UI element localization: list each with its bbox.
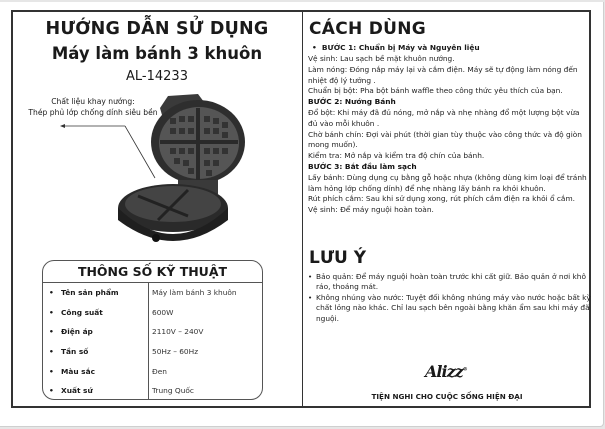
waffle-maker-image: [118, 90, 248, 250]
note-text: Không nhúng vào nước: Tuyệt đối không nhúng máy vào nước hoặc bất kỳ chất lỏng nào khác. Chỉ lau sạch bên ngoài bằng khăn ẩm sau khi máy đã nguội.: [316, 292, 591, 323]
note-text: Bảo quản: Để máy nguội hoàn toàn trước khi cất giữ. Bảo quản ở nơi khô ráo, thoáng mát.: [316, 272, 586, 292]
brand-logo: Alizz®: [425, 362, 467, 381]
spec-row-product-name: [43, 283, 262, 303]
model-number: AL-14233: [126, 69, 188, 84]
spec-value: 50Hz – 60Hz: [152, 347, 199, 357]
bullet-icon: •: [49, 307, 54, 317]
spec-row-color: [43, 361, 262, 381]
step1-line: Vệ sinh: Lau sạch bề mặt khuôn nướng.: [308, 54, 455, 63]
bullet-icon: •: [49, 386, 54, 396]
notes-list: [304, 272, 592, 324]
spec-key: Màu sắc: [61, 366, 95, 376]
bullet-icon: •: [49, 347, 54, 357]
step2-line: Đổ bột: Khi máy đã đủ nóng, mở nắp và nhẹ nhàng đổ một lượng bột vừa đủ vào mỗi khuôn .: [308, 107, 580, 128]
step3-line: Rút phích cắm: Sau khi sử dụng xong, rút phích cắm điện ra khỏi ổ cắm.: [308, 194, 576, 204]
notes-heading: LƯU Ý: [309, 248, 367, 268]
column-divider: [302, 10, 303, 408]
spec-value: Máy làm bánh 3 khuôn: [152, 288, 237, 298]
spec-value: 600W: [152, 307, 174, 317]
step2-line: Chờ bánh chín: Đợi vài phút (thời gian tùy thuộc vào công thức và độ giòn mong muốn).: [308, 129, 582, 150]
spec-value: Trung Quốc: [152, 386, 194, 396]
spec-value: 2110V – 240V: [152, 327, 204, 337]
brand-slogan: TIỆN NGHI CHO CUỘC SỐNG HIỆN ĐẠI: [371, 392, 523, 401]
bullet-icon: •: [307, 272, 313, 281]
spec-row-voltage: [43, 322, 262, 342]
spec-row-origin: [43, 381, 262, 400]
specs-title: THÔNG SỐ KỸ THUẬT: [43, 261, 262, 283]
usage-body: [308, 54, 590, 216]
spec-key: Tần số: [61, 347, 89, 357]
spec-row-power: [43, 303, 262, 323]
step1-line: Chuẩn bị bột: Pha bột bánh waffle theo công thức yêu thích của bạn.: [308, 86, 563, 96]
step2-title: BƯỚC 2: Nướng Bánh: [308, 97, 396, 107]
bullet-icon: •: [307, 292, 313, 302]
bullet-icon: •: [49, 366, 54, 376]
spec-key: Tên sản phẩm: [61, 288, 119, 298]
step1-line: Làm nóng: Đóng nắp máy lại và cắm điện. Máy sẽ tự động làm nóng đến nhiệt độ lý tưởng .: [308, 64, 578, 85]
note-item: [304, 293, 592, 324]
step3-line: Lấy bánh: Dùng dụng cụ bằng gỗ hoặc nhựa (không dùng kim loại để tránh làm hỏng lớp chống dính) để nhẹ nhàng lấy bánh ra khỏi khuôn.: [308, 172, 587, 193]
bullet-icon: •: [49, 327, 54, 337]
manual-sheet: [0, 2, 604, 427]
product-name: Máy làm bánh 3 khuôn: [51, 44, 263, 63]
usage-heading: CÁCH DÙNG: [309, 19, 427, 39]
bullet-icon: •: [312, 43, 317, 52]
callout-line-2: Thép phủ lớp chống dính siêu bền: [28, 108, 158, 117]
specs-table: [42, 260, 263, 400]
note-item: [304, 272, 592, 293]
step3-title: BƯỚC 3: Bắt đầu làm sạch: [308, 161, 417, 171]
step1-title: • BƯỚC 1: Chuẩn bị Máy và Nguyên liệu: [312, 43, 480, 52]
spec-key: Công suất: [61, 307, 103, 317]
step3-line: Vệ sinh: Để máy nguội hoàn toàn.: [308, 205, 434, 215]
step2-line: Kiểm tra: Mở nắp và kiểm tra độ chín của bánh.: [308, 151, 485, 161]
spec-row-frequency: [43, 342, 262, 362]
spec-key: Điện áp: [61, 327, 93, 337]
bullet-icon: •: [49, 288, 54, 298]
manual-title: HƯỚNG DẪN SỬ DỤNG: [45, 19, 269, 39]
callout-line-1: Chất liệu khay nướng:: [51, 97, 135, 106]
spec-value: Đen: [152, 366, 167, 376]
spec-key: Xuất sứ: [61, 386, 93, 396]
